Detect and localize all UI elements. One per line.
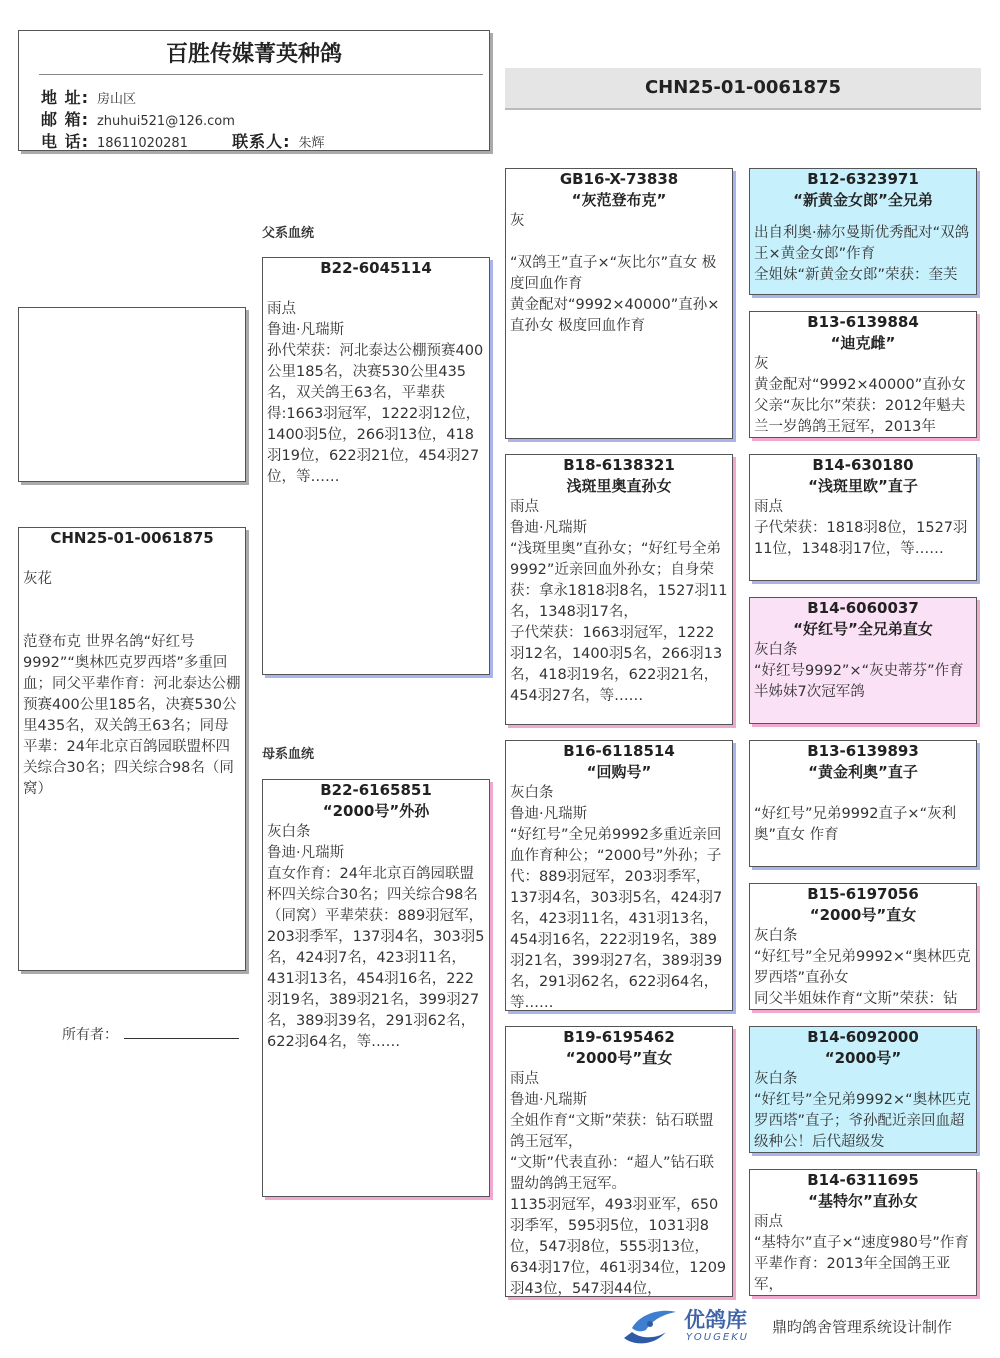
ggp7-color: 灰白条 bbox=[754, 1071, 798, 1087]
gp1-color: 灰 bbox=[510, 213, 525, 229]
ggp6-ring: B15-6197056 bbox=[807, 885, 919, 903]
ggp6-desc: “好红号”全兄弟9992×“奥林匹克罗西塔”直孙女 同父半姐妹作育“文斯”荣获：钻 bbox=[754, 949, 971, 1007]
ggp3-color: 雨点 bbox=[754, 499, 783, 515]
breeder-title: 百胜传媒菁英种鸽 bbox=[165, 42, 342, 67]
ggp7-desc: “好红号”全兄弟9992×“奥林匹克罗西塔”直子；爷孙配近亲回血超级种公！后代超级发 bbox=[754, 1092, 971, 1150]
address-row bbox=[41, 85, 136, 108]
brand-name-en: YOUGEKU bbox=[686, 1332, 749, 1343]
ggp5-desc: “好红号”兄弟9992直子×“灰利奥”直女 作育 bbox=[754, 806, 957, 843]
email-label: 邮 箱: bbox=[41, 110, 89, 129]
granddam-paternal-card bbox=[505, 454, 733, 725]
dam-desc: 直女作育：24年北京百鸽园联盟杯四关综合30名；四关综合98名（同窝）平辈荣获：889羽冠军，203羽季军，137羽4名，303羽5名，424羽7名，423羽11名，431羽13名，454羽16名，222羽19名，389羽21名，399羽27名，389羽39名，291羽62名，622羽64名，等…… bbox=[267, 866, 485, 1050]
ggp1-desc: 出自利奥·赫尔曼斯优秀配对“双鸽王×黄金女郎”作育 全姐妹“新黄金女郎”荣获：奎芙 bbox=[754, 225, 970, 283]
ggp-card bbox=[749, 1026, 977, 1153]
gp2-desc: “浅斑里奥”直孙女；“好红号全弟9992”近亲回血外孙女；自身荣获：拿永1818羽8名，1527羽11名，1348羽17名， 子代荣获：1663羽冠军，1222羽12名，1400羽5名，266羽13名，418羽19名，622羽21名，454羽27名，等…… bbox=[510, 541, 728, 704]
pigeon-photo-frame bbox=[18, 307, 246, 482]
sire-ring: B22-6045114 bbox=[320, 259, 432, 277]
dam-line-label: 母系血统 bbox=[262, 747, 315, 762]
owner-field bbox=[62, 1024, 239, 1044]
sire-desc: 孙代荣获：河北泰达公棚预赛400公里185名，决赛530公里435名，双关鸽王63名，平辈获得:1663羽冠军，1222羽12位，1400羽5位，266羽13位，418羽19位，622羽21位，454羽27位，等…… bbox=[267, 343, 484, 485]
ggp4-desc: “好红号9992”×“灰史蒂芬”作育 半姊妹7次冠军鸽 bbox=[754, 663, 964, 700]
gp1-desc: “双鸽王”直子×“灰比尔”直女 极度回血作育 黄金配对“9992×40000”直孙×直孙女 极度回血作育 bbox=[510, 255, 720, 334]
gp3-strain: 鲁迪·凡瑞斯 bbox=[510, 806, 588, 822]
dam-name: “2000号”外孙 bbox=[322, 802, 430, 820]
maker-credit: 鼎昀鸽舍管理系统设计制作 bbox=[772, 1318, 953, 1336]
subject-color: 灰花 bbox=[23, 571, 52, 587]
grandsire-maternal-card bbox=[505, 740, 733, 1011]
ggp2-name: “迪克雌” bbox=[830, 334, 896, 352]
gp1-name: “灰范登布克” bbox=[571, 191, 667, 209]
ggp2-color: 灰 bbox=[754, 356, 769, 372]
contact-label: 联系人: bbox=[232, 132, 291, 151]
ggp4-color: 灰白条 bbox=[754, 642, 798, 658]
dam-ring: B22-6165851 bbox=[320, 781, 432, 799]
ggp-card bbox=[749, 1169, 977, 1296]
address-value: 房山区 bbox=[96, 92, 136, 107]
gp3-ring: B16-6118514 bbox=[563, 742, 675, 760]
ggp3-ring: B14-630180 bbox=[812, 456, 914, 474]
gp2-name: 浅斑里奥直孙女 bbox=[566, 477, 672, 495]
ggp8-ring: B14-6311695 bbox=[807, 1171, 919, 1189]
sire-strain: 鲁迪·凡瑞斯 bbox=[267, 322, 345, 338]
ggp4-ring: B14-6060037 bbox=[807, 599, 919, 617]
gp3-color: 灰白条 bbox=[510, 785, 554, 801]
ggp7-name: “2000号” bbox=[824, 1049, 902, 1067]
ggp-card bbox=[749, 454, 977, 581]
yougeku-logo-icon bbox=[620, 1302, 680, 1348]
gp4-ring: B19-6195462 bbox=[563, 1028, 675, 1046]
ggp6-name: “2000号”直女 bbox=[809, 906, 917, 924]
gp4-strain: 鲁迪·凡瑞斯 bbox=[510, 1092, 588, 1108]
ggp8-color: 雨点 bbox=[754, 1214, 783, 1230]
dam-strain: 鲁迪·凡瑞斯 bbox=[267, 845, 345, 861]
ggp4-name: “好红号”全兄弟直女 bbox=[793, 620, 933, 638]
gp4-name: “2000号”直女 bbox=[565, 1049, 673, 1067]
grandsire-paternal-card bbox=[505, 168, 733, 439]
ggp-card bbox=[749, 740, 977, 867]
ggp1-name: “新黄金女郎”全兄弟 bbox=[793, 191, 933, 209]
owner-label: 所有者： bbox=[62, 1027, 118, 1043]
sire-line-label: 父系血统 bbox=[262, 226, 315, 241]
ggp-card bbox=[749, 311, 977, 438]
gp1-ring: GB16-X-73838 bbox=[559, 170, 679, 188]
ggp7-ring: B14-6092000 bbox=[807, 1028, 919, 1046]
ggp2-desc: 黄金配对“9992×40000”直孙女 父亲“灰比尔”荣获：2012年魁夫兰一岁鸽鸽王冠军，2013年 bbox=[754, 377, 966, 435]
sire-color: 雨点 bbox=[267, 301, 296, 317]
footer bbox=[620, 1302, 980, 1352]
brand-name: 优鸽库 bbox=[684, 1308, 747, 1332]
subject-ring: CHN25-01-0061875 bbox=[50, 529, 214, 547]
sire-card bbox=[262, 257, 490, 675]
granddam-maternal-card bbox=[505, 1026, 733, 1297]
ggp8-name: “基特尔”直孙女 bbox=[808, 1192, 918, 1210]
gp2-color: 雨点 bbox=[510, 499, 539, 515]
subject-card bbox=[18, 527, 246, 971]
breeder-header bbox=[18, 30, 490, 151]
dam-color: 灰白条 bbox=[267, 824, 311, 840]
gp4-color: 雨点 bbox=[510, 1071, 539, 1087]
gp3-name: “回购号” bbox=[586, 763, 652, 781]
address-label: 地 址: bbox=[41, 88, 89, 107]
contact-value: 朱辉 bbox=[298, 136, 325, 151]
phone-row bbox=[41, 129, 325, 151]
email-row bbox=[41, 107, 235, 130]
ggp3-name: “浅斑里欧”直子 bbox=[808, 477, 918, 495]
header-divider bbox=[39, 74, 483, 75]
ggp-card bbox=[749, 168, 977, 295]
owner-blank-line bbox=[124, 1038, 239, 1039]
gp3-desc: “好红号”全兄弟9992多重近亲回血作育种公；“2000号”外孙；子代：889羽冠军，203羽季军，137羽4名，303羽5名，424羽7名，423羽11名，431羽13名，454羽16名，222羽19名，389羽21名，399羽27名，389羽39名，291羽62名，622羽64名，等…… bbox=[510, 827, 723, 1011]
ggp8-desc: “基特尔”直子×“速度980号”作育 平辈作育：2013年全国鸽王亚军， bbox=[754, 1235, 969, 1293]
ggp3-desc: 子代荣获：1818羽8位，1527羽11位，1348羽17位，等…… bbox=[754, 520, 968, 557]
ggp5-ring: B13-6139893 bbox=[807, 742, 919, 760]
phone-value: 18611020281 bbox=[96, 136, 188, 151]
subject-desc: 范登布克 世界名鸽“好红号9992”“奥林匹克罗西塔”多重回血；同父平辈作育：河北泰达公棚预赛400公里185名，决赛530公里435名，双关鸽王63名；同母平辈：24年北京百鸽园联盟杯四关综合30名；四关综合98名（同窝） bbox=[23, 634, 241, 797]
gp2-ring: B18-6138321 bbox=[563, 456, 675, 474]
ggp-card bbox=[749, 883, 977, 1010]
ggp6-color: 灰白条 bbox=[754, 928, 798, 944]
gp2-strain: 鲁迪·凡瑞斯 bbox=[510, 520, 588, 536]
pedigree-ring-banner: CHN25-01-0061875 bbox=[505, 68, 981, 110]
ggp2-ring: B13-6139884 bbox=[807, 313, 919, 331]
email-value: zhuhui521@126.com bbox=[96, 114, 235, 129]
ggp1-ring: B12-6323971 bbox=[807, 170, 919, 188]
phone-label: 电 话: bbox=[41, 132, 89, 151]
dam-card bbox=[262, 779, 490, 1197]
gp4-desc: 全姐作育“文斯”荣获：钻石联盟鸽王冠军， “文斯”代表直孙：“超人”钻石联盟幼鸽鸽王冠军。 1135羽冠军，493羽亚军，650羽季军，595羽5位，1031羽8位，547羽8位，555羽13位，634羽17位，461羽34位，1209羽43位，547羽44位， bbox=[510, 1113, 727, 1297]
ggp5-name: “黄金利奥”直子 bbox=[808, 763, 918, 781]
ggp-card bbox=[749, 597, 977, 724]
